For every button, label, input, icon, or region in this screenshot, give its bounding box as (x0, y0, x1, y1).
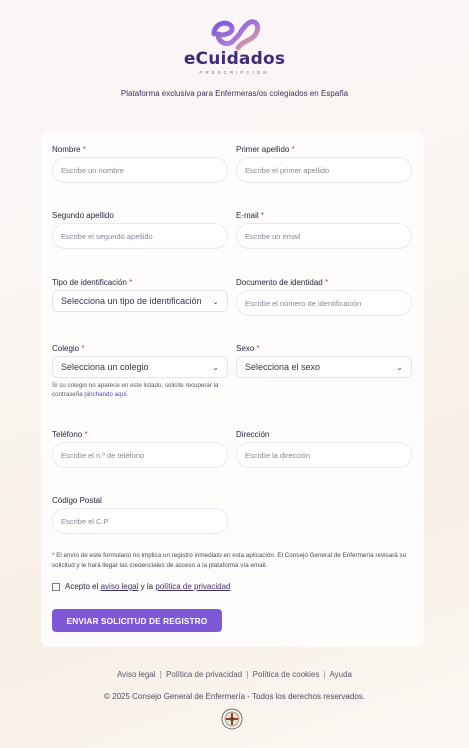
primer-apellido-field (236, 145, 330, 175)
documento-field (236, 278, 362, 308)
required-mark: * (291, 145, 295, 154)
tipo-identificacion-field (52, 278, 219, 306)
documento-label: Documento de identidad (236, 278, 323, 287)
telefono-field (52, 430, 145, 460)
footer-link-ayuda[interactable]: Ayuda (329, 670, 353, 679)
chevron-down-icon: ⌄ (212, 362, 219, 372)
accept-terms: Acepto el aviso legal y la política de privacidad (52, 582, 230, 591)
colegio-value: Selecciona un colegio (61, 362, 149, 372)
accept-checkbox[interactable] (52, 583, 60, 591)
required-mark: * (82, 145, 86, 154)
email-input[interactable]: Escribe un email (236, 223, 412, 249)
nombre-field (52, 145, 124, 175)
chevron-down-icon: ⌄ (396, 362, 403, 372)
segundo-apellido-field (52, 211, 153, 241)
codigo-postal-input[interactable]: Escribe el C.P. (52, 508, 228, 534)
primer-apellido-label: Primer apellido (236, 145, 290, 154)
segundo-apellido-input[interactable]: Escribe el segundo apellido (52, 223, 228, 249)
colegio-hint: Si su colegio no aparece en este listado, solicite recuperar la contraseña pinchando aquí. (52, 382, 219, 398)
direccion-field (236, 430, 311, 460)
copyright: © 2025 Consejo General de Enfermería - Todos los derechos reservados. (104, 692, 365, 701)
documento-input[interactable]: Escribe el número de identificación (236, 290, 412, 316)
required-mark: * (256, 344, 260, 353)
tagline: Plataforma exclusiva para Enfermeras/os colegiados en España (120, 89, 349, 98)
submit-button[interactable]: ENVIAR SOLICITUD DE REGISTRO (52, 609, 222, 632)
tipo-identificacion-value: Selecciona un tipo de identificación (61, 296, 202, 306)
segundo-apellido-label: Segundo apellido (52, 211, 114, 220)
recover-password-link[interactable]: pinchando aquí (84, 391, 127, 398)
footer-link-politica-cookies[interactable]: Política de cookies (252, 670, 320, 679)
colegio-label: Colegio (52, 344, 80, 353)
consejo-seal-icon (221, 708, 243, 730)
required-mark: * (84, 430, 88, 439)
brand-name: eCuidados (183, 49, 286, 69)
tipo-identificacion-label: Tipo de identificación (52, 278, 127, 287)
footer-links: Aviso legal | Política de privacidad | Política de cookies | Ayuda (116, 670, 353, 679)
primer-apellido-input[interactable]: Escribe el primer apellido (236, 157, 412, 183)
sexo-value: Selecciona el sexo (245, 362, 321, 372)
brand-subtitle: PRESCRIPCIÓN (199, 70, 270, 75)
required-mark: * (324, 278, 329, 287)
nombre-label: Nombre (52, 145, 81, 154)
politica-privacidad-link[interactable]: política de privacidad (155, 582, 231, 591)
chevron-down-icon: ⌄ (212, 296, 219, 306)
sexo-label: Sexo (236, 344, 255, 353)
direccion-input[interactable]: Escribe la dirección (236, 442, 412, 468)
email-field (236, 211, 301, 241)
codigo-postal-label: Código Postal (52, 496, 102, 505)
required-mark: * (129, 278, 133, 287)
colegio-field (52, 344, 219, 398)
ecuidados-logo-icon (208, 12, 262, 52)
tipo-identificacion-select[interactable] (52, 290, 228, 312)
form-note: * El envío de este formulario no implica un registro inmediato en esta aplicación. El Consejo General de Enfermería revisará su solicitud y le hará llegar las credenciales de acceso a la plataforma vía email. (52, 552, 407, 569)
required-mark: * (260, 211, 265, 220)
sexo-field (236, 344, 403, 372)
email-label: E-mail (236, 211, 259, 220)
telefono-label: Teléfono (52, 430, 83, 439)
brand-logo (0, 12, 469, 75)
nombre-input[interactable]: Escribe un nombre (52, 157, 228, 183)
footer-link-aviso-legal[interactable]: Aviso legal (116, 670, 156, 679)
sexo-select[interactable] (236, 356, 412, 378)
codigo-postal-field (52, 496, 110, 526)
telefono-input[interactable]: Escribe el n.º de teléfono (52, 442, 228, 468)
footer-link-politica-privacidad[interactable]: Política de privacidad (166, 670, 243, 679)
colegio-select[interactable] (52, 356, 228, 378)
direccion-label: Dirección (236, 430, 270, 439)
aviso-legal-link[interactable]: aviso legal (100, 582, 139, 591)
required-mark: * (81, 344, 85, 353)
